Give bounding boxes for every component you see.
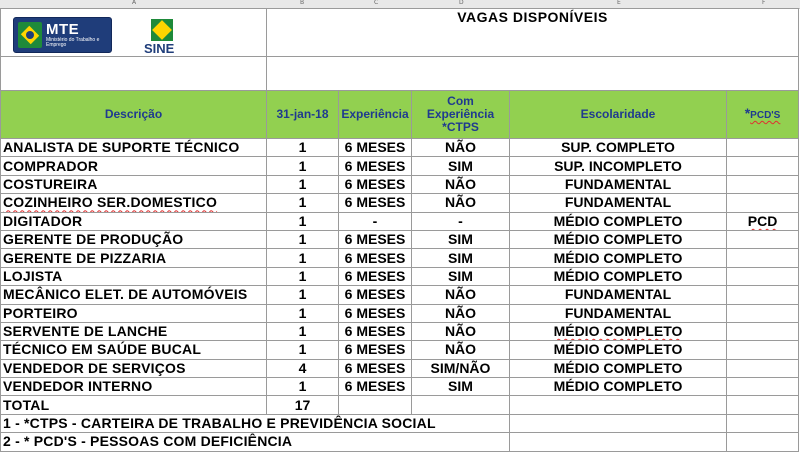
cell-pcd[interactable] (727, 157, 799, 175)
cell-ctps[interactable]: SIM (412, 249, 510, 267)
table-row (1, 322, 799, 340)
cell-experiencia[interactable]: 6 MESES (339, 194, 412, 212)
column-letter-d: D (459, 0, 464, 6)
cell-descricao[interactable]: GERENTE DE PIZZARIA (1, 249, 267, 267)
cell-experiencia[interactable]: 6 MESES (339, 322, 412, 340)
table-row (1, 286, 799, 304)
mte-logo-text: MTE (46, 21, 80, 38)
cell-pcd[interactable] (727, 267, 799, 285)
pcd-star: * (744, 105, 751, 121)
cell-quantidade[interactable]: 1 (267, 157, 339, 175)
cell-ctps[interactable]: NÃO (412, 139, 510, 157)
cell-quantidade[interactable]: 1 (267, 304, 339, 322)
total-label[interactable]: TOTAL (1, 396, 267, 414)
cell-experiencia[interactable]: 6 MESES (339, 249, 412, 267)
cell-pcd[interactable] (727, 378, 799, 396)
table-row (1, 359, 799, 377)
cell-ctps[interactable]: NÃO (412, 322, 510, 340)
header-escolaridade[interactable]: Escolaridade (510, 91, 727, 139)
note-row (1, 433, 799, 451)
cell-experiencia[interactable]: 6 MESES (339, 267, 412, 285)
cell-pcd-text: PCD (747, 212, 778, 229)
cell-quantidade[interactable]: 1 (267, 341, 339, 359)
table-row (1, 378, 799, 396)
cell-escolaridade[interactable]: MÉDIO COMPLETO (510, 230, 727, 248)
cell-escolaridade[interactable]: MÉDIO COMPLETO (510, 378, 727, 396)
brazil-flag-icon (18, 22, 42, 48)
page-title[interactable]: VAGAS DISPONÍVEIS (267, 9, 799, 57)
header-descricao[interactable]: Descrição (1, 91, 267, 139)
cell-pcd[interactable] (727, 286, 799, 304)
header-row (1, 91, 799, 139)
cell-ctps[interactable]: - (412, 212, 510, 230)
cell-quantidade[interactable]: 1 (267, 249, 339, 267)
cell-escolaridade[interactable]: FUNDAMENTAL (510, 286, 727, 304)
cell-escolaridade[interactable]: SUP. INCOMPLETO (510, 157, 727, 175)
table-row (1, 304, 799, 322)
sine-logo (143, 19, 183, 57)
cell-quantidade[interactable]: 1 (267, 175, 339, 193)
cell-descricao[interactable]: COMPRADOR (1, 157, 267, 175)
cell-experiencia[interactable]: 6 MESES (339, 359, 412, 377)
cell-escolaridade[interactable]: MÉDIO COMPLETO (510, 267, 727, 285)
cell-pcd[interactable] (727, 341, 799, 359)
column-letter-b: B (300, 0, 305, 6)
cell-descricao[interactable]: PORTEIRO (1, 304, 267, 322)
cell-experiencia[interactable]: 6 MESES (339, 304, 412, 322)
mte-logo-subtitle: Ministério do Trabalho e Emprego (46, 37, 100, 48)
note-row (1, 414, 799, 432)
cell-quantidade[interactable]: 1 (267, 194, 339, 212)
cell-escolaridade[interactable]: MÉDIO COMPLETO (510, 249, 727, 267)
cell-descricao[interactable]: LOJISTA (1, 267, 267, 285)
total-row (1, 396, 799, 414)
pcd-label: PCD'S (750, 110, 781, 121)
header-date[interactable]: 31-jan-18 (267, 91, 339, 139)
cell-escolaridade[interactable]: SUP. COMPLETO (510, 139, 727, 157)
spacer-row (1, 57, 799, 91)
cell-escolaridade[interactable]: MÉDIO COMPLETO (510, 212, 727, 230)
header-experiencia[interactable]: Experiência (339, 91, 412, 139)
table-row (1, 194, 799, 212)
table-row (1, 139, 799, 157)
cell-experiencia[interactable]: 6 MESES (339, 175, 412, 193)
cell-ctps[interactable]: SIM (412, 230, 510, 248)
cell-ctps[interactable]: SIM (412, 378, 510, 396)
cell-pcd[interactable] (727, 359, 799, 377)
cell-quantidade[interactable]: 1 (267, 139, 339, 157)
cell-quantidade[interactable]: 1 (267, 267, 339, 285)
cell-quantidade[interactable]: 1 (267, 322, 339, 340)
cell-experiencia[interactable]: 6 MESES (339, 378, 412, 396)
cell-quantidade[interactable]: 4 (267, 359, 339, 377)
cell-pcd[interactable] (727, 194, 799, 212)
cell-ctps[interactable]: SIM (412, 267, 510, 285)
cell-pcd[interactable] (727, 249, 799, 267)
cell-descricao[interactable]: VENDEDOR INTERNO (1, 378, 267, 396)
table-row (1, 157, 799, 175)
cell-experiencia[interactable]: 6 MESES (339, 341, 412, 359)
column-letter-f: F (762, 0, 766, 6)
cell-descricao[interactable]: ANALISTA DE SUPORTE TÉCNICO (1, 139, 267, 157)
cell-pcd[interactable] (727, 212, 799, 230)
cell-escolaridade[interactable]: MÉDIO COMPLETO (510, 341, 727, 359)
cell-descricao[interactable]: DIGITADOR (1, 212, 267, 230)
cell-experiencia[interactable]: 6 MESES (339, 230, 412, 248)
cell-pcd[interactable] (727, 175, 799, 193)
table-row (1, 341, 799, 359)
cell-escolaridade[interactable] (510, 322, 727, 340)
cell-escolaridade-text: MÉDIO COMPLETO (553, 323, 683, 340)
logo-cell (1, 9, 267, 57)
header-com-experiencia[interactable]: Com Experiência *CTPS (412, 91, 510, 139)
table-row (1, 175, 799, 193)
cell-experiencia[interactable]: 6 MESES (339, 157, 412, 175)
cell-ctps[interactable]: SIM (412, 157, 510, 175)
cell-escolaridade[interactable]: FUNDAMENTAL (510, 175, 727, 193)
header-pcd[interactable] (727, 91, 799, 139)
cell-escolaridade[interactable]: MÉDIO COMPLETO (510, 359, 727, 377)
cell-descricao[interactable]: GERENTE DE PRODUÇÃO (1, 230, 267, 248)
cell-escolaridade[interactable]: FUNDAMENTAL (510, 304, 727, 322)
cell-ctps[interactable]: NÃO (412, 194, 510, 212)
table-row (1, 212, 799, 230)
column-letter-e: E (617, 0, 621, 6)
cell-descricao[interactable]: VENDEDOR DE SERVIÇOS (1, 359, 267, 377)
cell-experiencia[interactable]: 6 MESES (339, 286, 412, 304)
cell-descricao[interactable] (1, 194, 267, 212)
cell-ctps[interactable]: SIM/NÃO (412, 359, 510, 377)
column-letter-c: C (374, 0, 379, 6)
cell-descricao[interactable]: SERVENTE DE LANCHE (1, 322, 267, 340)
cell-descricao-text: COZINHEIRO SER.DOMESTICO (3, 194, 218, 211)
cell-quantidade[interactable]: 1 (267, 286, 339, 304)
cell-ctps[interactable]: NÃO (412, 341, 510, 359)
mte-logo (13, 17, 112, 53)
cell-descricao[interactable]: COSTUREIRA (1, 175, 267, 193)
cell-quantidade[interactable]: 1 (267, 378, 339, 396)
cell-descricao[interactable]: MECÂNICO ELET. DE AUTOMÓVEIS (1, 286, 267, 304)
sine-flag-icon (151, 19, 173, 41)
cell-ctps[interactable]: NÃO (412, 175, 510, 193)
cell-ctps[interactable]: NÃO (412, 304, 510, 322)
table-row (1, 267, 799, 285)
cell-escolaridade[interactable]: FUNDAMENTAL (510, 194, 727, 212)
note-ctps[interactable]: 1 - *CTPS - CARTEIRA DE TRABALHO E PREVIDÊNCIA SOCIAL (1, 414, 510, 432)
cell-ctps[interactable]: NÃO (412, 286, 510, 304)
logo-title-row (1, 9, 799, 57)
table-row (1, 230, 799, 248)
cell-descricao[interactable]: TÉCNICO EM SAÚDE BUCAL (1, 341, 267, 359)
note-pcd[interactable]: 2 - * PCD'S - PESSOAS COM DEFICIÊNCIA (1, 433, 510, 451)
vacancies-sheet (0, 8, 799, 452)
cell-pcd[interactable] (727, 139, 799, 157)
cell-quantidade[interactable]: 1 (267, 212, 339, 230)
sine-logo-text: SINE (144, 41, 175, 56)
table-row (1, 249, 799, 267)
cell-pcd[interactable] (727, 230, 799, 248)
cell-pcd[interactable] (727, 304, 799, 322)
total-value[interactable]: 17 (267, 396, 339, 414)
cell-quantidade[interactable]: 1 (267, 230, 339, 248)
cell-experiencia[interactable]: - (339, 212, 412, 230)
cell-pcd[interactable] (727, 322, 799, 340)
column-letter-a: A (132, 0, 137, 6)
cell-experiencia[interactable]: 6 MESES (339, 139, 412, 157)
